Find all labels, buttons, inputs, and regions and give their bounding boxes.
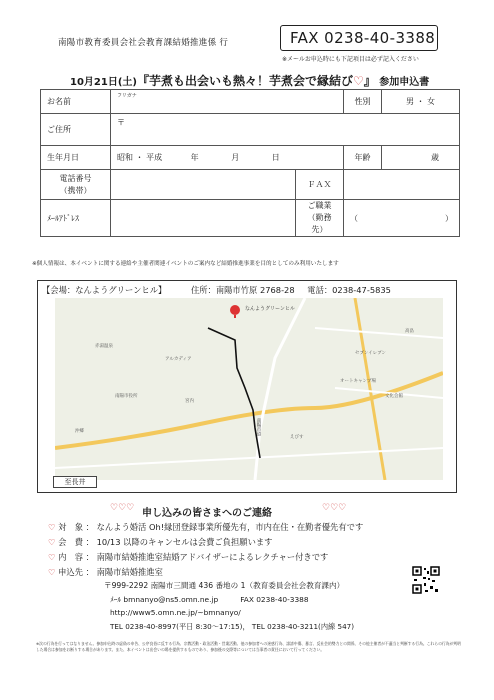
hearts-right-icon: ♡♡♡ [322, 503, 347, 513]
birthdate-label: 生年月日 [41, 146, 111, 170]
section2-title: 申し込みの皆さまへのご連絡 [142, 508, 272, 519]
title-suffix: 参加申込書 [379, 77, 430, 88]
contact-tel-2: ， TEL 0238-40-3211(内線 547) [242, 622, 355, 631]
age-label: 年齢 [344, 146, 382, 170]
era-choice: 昭和 ・ 平成 [117, 153, 163, 162]
name-label: お名前 [41, 90, 111, 114]
contact-address: 〒999-2292 南陽市三間通 436 番地の 1（教育委員会社会教育課内） [104, 581, 345, 590]
place-label-7: 南陽市役所 [115, 394, 138, 399]
venue-marker-label: なんようグリーンヒル [245, 306, 295, 312]
year-unit: 年 [190, 153, 199, 162]
job-label-line2: （勤務先） [307, 213, 332, 234]
sex-label: 性別 [344, 90, 382, 114]
address-label: ご住所 [41, 114, 111, 146]
info-text: ： なんよう婚活 Oh!縁団登録事業所優先有，市内在住・在勤者優先有です [85, 522, 364, 532]
fax-label: ＦＡＸ [296, 170, 344, 200]
job-paren-close: ） [445, 213, 453, 223]
job-paren-open: （ [350, 213, 358, 223]
qr-code-icon[interactable] [412, 566, 440, 594]
info-text: ： 南陽市結婚推進室 [85, 567, 163, 577]
title-open-bracket: 『 [136, 74, 149, 88]
phone-label-line1: 電話番号 [59, 173, 92, 183]
application-form [40, 89, 460, 237]
phone-field[interactable] [111, 170, 296, 200]
email-label: ﾒｰﾙｱﾄﾞﾚｽ [41, 200, 111, 237]
phone-label-line2: （携帯） [59, 185, 92, 195]
address-field[interactable]: 〒 [111, 114, 460, 146]
info-text: ： 南陽市結婚推進室結婚アドバイザーによるレクチャー付きです [85, 552, 329, 562]
heart-icon: ♡ [48, 537, 56, 547]
heart-icon: ♡ [48, 552, 56, 562]
contact-tel-1: TEL 0238-40-8997(平日 8:30～17:15) [110, 622, 243, 631]
place-label-10: 沖郷 [75, 429, 84, 434]
info-text: ： 10/13 以降のキャンセルは会費ご負担願います [85, 537, 273, 547]
fax-number-box: FAX 0238-40-3388 [280, 25, 438, 51]
place-label-6: 高畠 [405, 329, 414, 334]
to-nagai-label: 至長井 [53, 476, 97, 488]
form-title [70, 72, 429, 89]
contact-email-link[interactable]: ﾒｰﾙ bmnanyo@ns5.omn.ne.jp [110, 595, 219, 604]
heart-icon: ♡ [48, 567, 56, 577]
email-field[interactable] [111, 200, 296, 237]
place-label-5: 文化会館 [385, 394, 403, 399]
hearts-left-icon: ♡♡♡ [110, 503, 135, 513]
venue-header [42, 284, 391, 296]
info-label: 会 費 [58, 537, 83, 547]
sex-choice[interactable]: 男 ・ 女 [382, 90, 460, 114]
name-field[interactable] [111, 90, 344, 114]
place-label-2: アルカディア [165, 357, 192, 362]
venue-name: 【会場：なんようグリーンヒル】 [42, 285, 167, 295]
place-label-9: えびす [290, 435, 304, 440]
birthdate-field[interactable] [111, 146, 344, 170]
info-row [48, 521, 363, 533]
venue-address: 住所：南陽市竹原 2768-28 [190, 285, 295, 295]
info-row [48, 566, 163, 578]
event-date: 10月21日(土) [70, 77, 137, 88]
venue-map[interactable] [55, 298, 443, 480]
place-label-8: 宮内 [185, 399, 194, 404]
place-label-1: 赤湯温泉 [95, 344, 113, 349]
info-label: 内 容 [58, 552, 83, 562]
age-field[interactable]: 歳 [382, 146, 460, 170]
title-close-bracket: 』 [363, 74, 376, 88]
day-unit: 日 [271, 153, 280, 162]
furigana-label: フリガナ [117, 92, 137, 99]
heart-icon: ♡ [353, 74, 364, 88]
contact-tel [110, 622, 354, 632]
heart-icon: ♡ [48, 522, 56, 532]
fine-print: ※次の行為を行ってはなりません。参加申込時の虚偽の申告、公序良俗に反する行為、宗教活動・政治活動・営業活動、他の参加者への迷惑行為、誹謗中傷、暴言、反社会的勢力との関係、その他主催者が不適当と判断する行為。これらの行為が判明した場合は参加をお断りする場合があります。また、本イベントは出会いの場を提供するものであり、参加後の交際等については当事者の責任において行ってください。 [36, 641, 461, 652]
job-label-line1: ご職業 [307, 201, 332, 210]
venue-marker-icon[interactable] [230, 305, 240, 315]
job-field[interactable] [344, 200, 460, 237]
info-label: 申込先 [58, 567, 83, 577]
recipient-line: 南陽市教育委員会社会教育課結婚推進係 行 [58, 38, 229, 48]
contact-url-link[interactable]: http://www5.omn.ne.jp/~bmnanyo/ [110, 608, 241, 617]
place-label-4: オートキャンプ場 [340, 379, 376, 384]
info-row [48, 551, 328, 563]
venue-phone: 電話：0238-47-5835 [307, 285, 391, 295]
privacy-note: ※個人情報は、本イベントに関する連絡や主催者関連イベントのご案内など結婚推進事業を目的としてのみ利用いたします [32, 261, 339, 267]
fax-note: ※メールお申込時にも下記項目は必ず記入ください [282, 56, 419, 63]
place-label-3: セブンイレブン [355, 351, 386, 356]
map-svg [55, 298, 443, 480]
phone-label [41, 170, 111, 200]
info-row [48, 536, 272, 548]
contact-fax: FAX 0238-40-3388 [240, 595, 309, 604]
event-name: 芋煮も出会いも熱々！芋煮会で縁結び [149, 74, 354, 88]
fax-field[interactable] [344, 170, 460, 200]
month-unit: 月 [231, 153, 240, 162]
job-label [296, 200, 344, 237]
road-label: 南陽市道 [256, 418, 261, 436]
contact-mail [110, 594, 309, 605]
info-label: 対 象 [58, 522, 83, 532]
